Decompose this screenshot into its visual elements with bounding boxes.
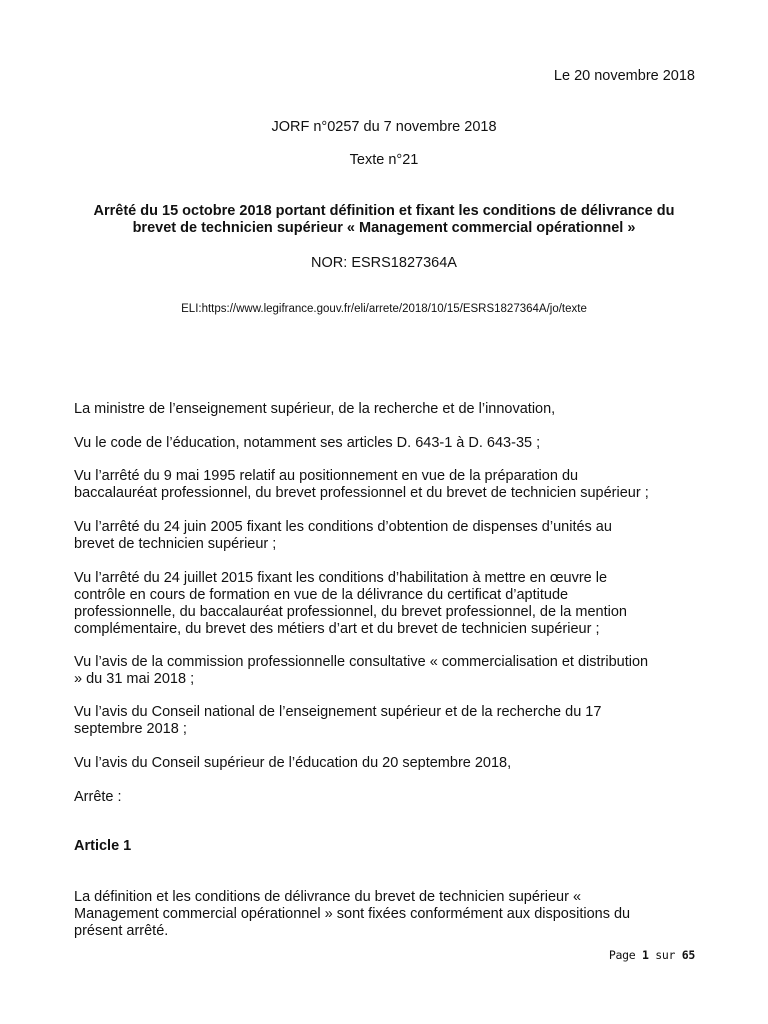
paragraph-vu-arrete-2015 [74,570,704,638]
paragraph-vu-avis-commission [74,654,704,688]
page-number: 1 [642,948,649,962]
paragraph-line: professionnelle, du baccalauréat professionnel, du brevet professionnel, de la mention [74,604,627,620]
paragraph-line: contrôle en cours de formation en vue de la délivrance du certificat d’aptitude [74,587,569,603]
page-total: 65 [681,948,695,962]
jorf-reference: JORF n°0257 du 7 novembre 2018 [271,119,497,135]
article-heading: Article 1 [74,838,132,854]
paragraph-line: La définition et les conditions de délivrance du brevet de technicien supérieur « [74,889,582,905]
eli-link[interactable]: ELI:https://www.legifrance.gouv.fr/eli/arrete/2018/10/15/ESRS1827364A/jo/texte [181,303,587,315]
document-title [70,203,698,237]
paragraph-arrete [74,789,704,806]
paragraph-line: » du 31 mai 2018 ; [74,671,195,687]
texte-number: Texte n°21 [349,152,419,168]
paragraph-line: septembre 2018 ; [74,721,187,737]
paragraph-line: Vu l’arrêté du 24 juin 2005 fixant les conditions d’obtention de dispenses d’unités au [74,519,612,535]
title-line: Arrêté du 15 octobre 2018 portant définition et fixant les conditions de délivrance du [93,203,675,219]
page-indicator [609,948,695,962]
page-prefix: Page [608,948,636,962]
article-1-text [74,889,704,940]
paragraph-line: La ministre de l’enseignement supérieur, de la recherche et de l’innovation, [74,401,556,417]
paragraph-line: Vu l’arrêté du 24 juillet 2015 fixant les conditions d’habilitation à mettre en œuvre le [74,570,608,586]
paragraph-line: Vu l’avis du Conseil national de l’enseignement supérieur et de la recherche du 17 [74,704,602,720]
paragraph-line: Management commercial opérationnel » sont fixées conformément aux dispositions du [74,906,631,922]
paragraph-line: Vu l’avis de la commission professionnelle consultative « commercialisation et distribution [74,654,649,670]
paragraph-vu-arrete-2005 [74,519,704,553]
paragraph-line: Vu l’avis du Conseil supérieur de l’éducation du 20 septembre 2018, [74,755,512,771]
paragraph-line: baccalauréat professionnel, du brevet professionnel et du brevet de technicien supérieur ; [74,485,649,501]
nor-reference: NOR: ESRS1827364A [311,255,457,271]
paragraph-vu-code [74,435,704,452]
title-line: brevet de technicien supérieur « Management commercial opérationnel » [132,220,636,236]
document-date: Le 20 novembre 2018 [553,68,695,84]
paragraph-vu-arrete-1995 [74,468,704,502]
paragraph-vu-avis-cse [74,755,704,772]
paragraph-line: complémentaire, du brevet des métiers d’art et du brevet de technicien supérieur ; [74,621,600,637]
paragraph-line: brevet de technicien supérieur ; [74,536,277,552]
paragraph-line: Vu le code de l’éducation, notamment ses articles D. 643-1 à D. 643-35 ; [74,435,541,451]
paragraph-line: Vu l’arrêté du 9 mai 1995 relatif au positionnement en vue de la préparation du [74,468,579,484]
page-separator: sur [655,948,676,962]
paragraph-vu-avis-cneser [74,704,704,738]
paragraph-ministre [74,401,704,418]
paragraph-line: présent arrêté. [74,923,169,939]
paragraph-line: Arrête : [74,789,122,805]
